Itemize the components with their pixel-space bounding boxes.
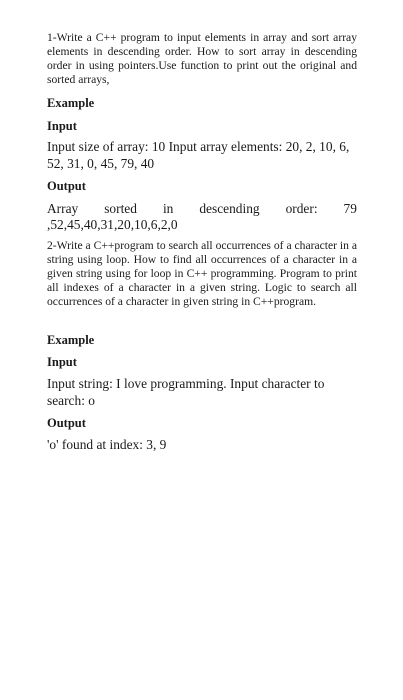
q1-output-line-1 [47,201,357,217]
q2-input-text: Input string: I love programming. Input character to search: o [47,376,325,408]
q1-output-word: sorted [104,201,137,216]
q1-output-line-2: ,52,45,40,31,20,10,6,2,0 [47,217,178,232]
q1-output-word: order: [285,201,318,216]
q2-output-heading: Output [47,416,86,430]
q1-output-word: 79 [343,201,357,216]
q1-input-text: Input size of array: 10 Input array elements: 20, 2, 10, 6, 52, 31, 0, 45, 79, 40 [47,139,350,171]
q1-output-word: Array [47,201,79,216]
q2-output-text: 'o' found at index: 3, 9 [47,437,167,452]
q1-output-word: descending [199,201,260,216]
q1-output-heading: Output [47,179,86,193]
q2-example-heading: Example [47,333,95,347]
q2-input-heading: Input [47,355,77,369]
q1-output-word: in [162,201,174,216]
question-2-text: 2-Write a C++program to search all occurrences of a character in a string using loop. How to find all occurrences of a character in a given string using for loop in C++ programming. Program to print all indexes of a character in a given string. Logic to search all occurrences of a character in given string in C++program. [47,239,357,308]
q1-input-heading: Input [47,119,77,133]
q1-example-heading: Example [47,96,95,110]
question-1-text: 1-Write a C++ program to input elements in array and sort array elements in descending order. How to sort array in descending order in using pointers.Use function to print out the original and sorted arrays, [47,31,357,86]
